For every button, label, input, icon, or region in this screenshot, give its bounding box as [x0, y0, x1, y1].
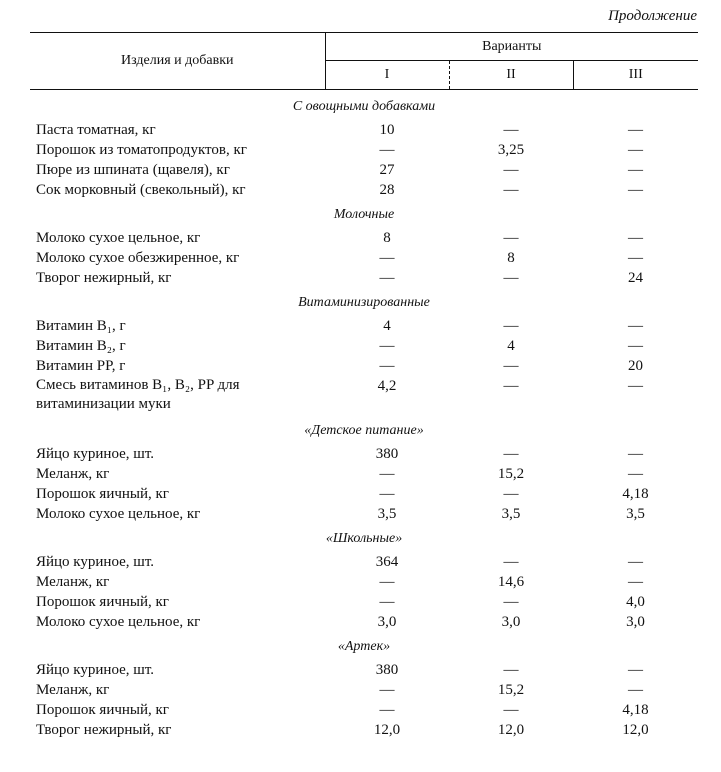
table-row — [30, 552, 698, 572]
variant-2-value: — — [503, 230, 519, 246]
variant-1-value: — — [379, 486, 395, 502]
variant-1-value: 364 — [375, 554, 399, 570]
item-name: Меланж, кг — [36, 682, 110, 698]
item-name: Порошок яичный, кг — [36, 486, 169, 502]
variant-1-value: 3,5 — [377, 506, 397, 522]
section-title: «Детское питание» — [304, 423, 424, 438]
variant-2-value: 15,2 — [497, 682, 525, 698]
table-row — [30, 680, 698, 700]
variant-1-value: — — [379, 270, 395, 286]
variant-2-value: — — [503, 162, 519, 178]
item-name: Молоко сухое цельное, кг — [36, 506, 201, 522]
variant-2-value: 3,5 — [501, 506, 521, 522]
table-row — [30, 268, 698, 288]
variant-2-value: 14,6 — [497, 574, 525, 590]
variant-2-value: — — [503, 594, 519, 610]
table-row — [30, 464, 698, 484]
variant-2-value: — — [503, 270, 519, 286]
variant-1-value: 3,0 — [377, 614, 397, 630]
table-row — [30, 592, 698, 612]
variant-3-value: — — [628, 162, 643, 178]
item-name: Витамин PP, г — [36, 358, 126, 374]
variant-1-value: 4,2 — [377, 378, 397, 394]
section-row — [30, 200, 698, 228]
item-name: Сок морковный (свекольный), кг — [36, 182, 246, 198]
section-row — [30, 90, 698, 121]
section-row — [30, 416, 698, 444]
variant-3-value: — — [628, 142, 643, 158]
variant-3-value: 20 — [628, 358, 643, 374]
variant-3-value: 24 — [628, 270, 643, 286]
variant-3-value: 4,18 — [622, 702, 649, 718]
variant-2-value: — — [503, 446, 519, 462]
variant-1-value: — — [379, 358, 395, 374]
variant-1-value: — — [379, 574, 395, 590]
table-row — [30, 140, 698, 160]
item-name: Молоко сухое цельное, кг — [36, 230, 201, 246]
item-name: Яйцо куриное, шт. — [36, 446, 155, 462]
variant-1-value: 27 — [379, 162, 395, 178]
variant-3-value: 12,0 — [622, 722, 649, 738]
variant-3-value: — — [628, 250, 643, 266]
table-row — [30, 572, 698, 592]
variant-1-value: — — [379, 338, 395, 354]
variant-2-value: — — [503, 378, 519, 394]
variant-1-value: 4 — [383, 318, 391, 334]
item-name: Меланж, кг — [36, 466, 110, 482]
variant-3-value: — — [628, 466, 643, 482]
variant-3-value: — — [628, 122, 643, 138]
table-row — [30, 700, 698, 720]
item-name: Молоко сухое цельное, кг — [36, 614, 201, 630]
item-name: Витамин B₁, г — [36, 318, 126, 334]
section-title: С овощными добавками — [292, 99, 436, 114]
item-name: Молоко сухое обезжиренное, кг — [36, 250, 240, 266]
item-name: Порошок из томатопродуктов, кг — [36, 142, 247, 158]
variant-2-value: — — [503, 122, 519, 138]
table-row — [30, 180, 698, 200]
table-row — [30, 612, 698, 632]
variant-3-value: 3,0 — [626, 614, 645, 630]
item-name: Яйцо куриное, шт. — [36, 662, 155, 678]
section-row — [30, 524, 698, 552]
section-row — [30, 288, 698, 316]
variant-2-value: 4 — [507, 338, 515, 354]
variant-2-value: — — [503, 554, 519, 570]
variant-2-value: — — [503, 662, 519, 678]
variant-2-value: — — [503, 318, 519, 334]
variant-2-value: 8 — [507, 250, 515, 266]
variant-2-value: — — [503, 486, 519, 502]
table-row — [30, 248, 698, 268]
table-row — [30, 228, 698, 248]
variant-3-value: — — [628, 338, 643, 354]
table-row — [30, 336, 698, 356]
table-row — [30, 160, 698, 180]
variant-3-value: — — [628, 682, 643, 698]
variant-1-value: 10 — [379, 122, 395, 138]
variant-1-value: — — [379, 466, 395, 482]
variant-1-value: — — [379, 682, 395, 698]
item-name: Творог нежирный, кг — [36, 270, 172, 286]
table-body — [30, 90, 698, 741]
variant-1-value: — — [379, 142, 395, 158]
section-title: «Школьные» — [325, 531, 403, 546]
variant-2-value: 15,2 — [497, 466, 525, 482]
variant-1-value: — — [379, 250, 395, 266]
table-row — [30, 356, 698, 376]
variant-3-value: 3,5 — [626, 506, 645, 522]
section-title: «Артек» — [337, 639, 391, 654]
section-title: Молочные — [333, 207, 395, 222]
item-name: Яйцо куриное, шт. — [36, 554, 155, 570]
variant-1-value: 380 — [375, 446, 399, 462]
section-row — [30, 632, 698, 660]
variant-3-value: — — [628, 446, 643, 462]
table-header — [30, 33, 698, 90]
table-row — [30, 484, 698, 504]
variant-1-value: 8 — [383, 230, 391, 246]
table-row — [30, 316, 698, 336]
table-row — [30, 660, 698, 680]
item-name: Порошок яичный, кг — [36, 594, 169, 610]
variant-1-value: 28 — [379, 182, 395, 198]
variant-3-value: — — [628, 574, 643, 590]
variant-3-value: 4,0 — [626, 594, 645, 610]
variant-2-value: — — [503, 702, 519, 718]
variant-2-value: — — [503, 182, 519, 198]
item-name: Творог нежирный, кг — [36, 722, 172, 738]
item-name: Пюре из шпината (щавеля), кг — [36, 162, 230, 178]
variant-3-value: — — [628, 378, 643, 394]
item-name: Паста томатная, кг — [36, 122, 156, 138]
variant-1-value: 380 — [375, 662, 399, 678]
variant-3-value: 4,18 — [622, 486, 649, 502]
variant-1-value: — — [379, 594, 395, 610]
item-name: Порошок яичный, кг — [36, 702, 169, 718]
variant-2-value: — — [503, 358, 519, 374]
section-title: Витаминизированные — [298, 295, 430, 310]
table-row — [30, 376, 698, 416]
item-name: Смесь витаминов B₁, B₂, PP для витаминизации муки — [36, 377, 240, 412]
header-variants: Варианты — [325, 33, 698, 61]
header-variant-3: III — [573, 61, 698, 90]
variant-2-value: 3,0 — [501, 614, 521, 630]
table-row — [30, 444, 698, 464]
header-variant-1: I — [325, 61, 449, 90]
continuation-label: Продолжение — [608, 8, 697, 24]
variant-2-value: 12,0 — [497, 722, 525, 738]
header-variant-2: II — [449, 61, 573, 90]
variant-3-value: — — [628, 554, 643, 570]
variant-1-value: — — [379, 702, 395, 718]
variant-1-value: 12,0 — [373, 722, 401, 738]
variant-3-value: — — [628, 182, 643, 198]
variant-3-value: — — [628, 230, 643, 246]
variant-2-value: 3,25 — [497, 142, 525, 158]
ingredients-table — [30, 32, 698, 740]
table-row — [30, 120, 698, 140]
table-row — [30, 504, 698, 524]
header-items-additives: Изделия и добавки — [30, 33, 325, 90]
table-row — [30, 720, 698, 740]
item-name: Витамин B₂, г — [36, 338, 126, 354]
variant-3-value: — — [628, 662, 643, 678]
item-name: Меланж, кг — [36, 574, 110, 590]
variant-3-value: — — [628, 318, 643, 334]
